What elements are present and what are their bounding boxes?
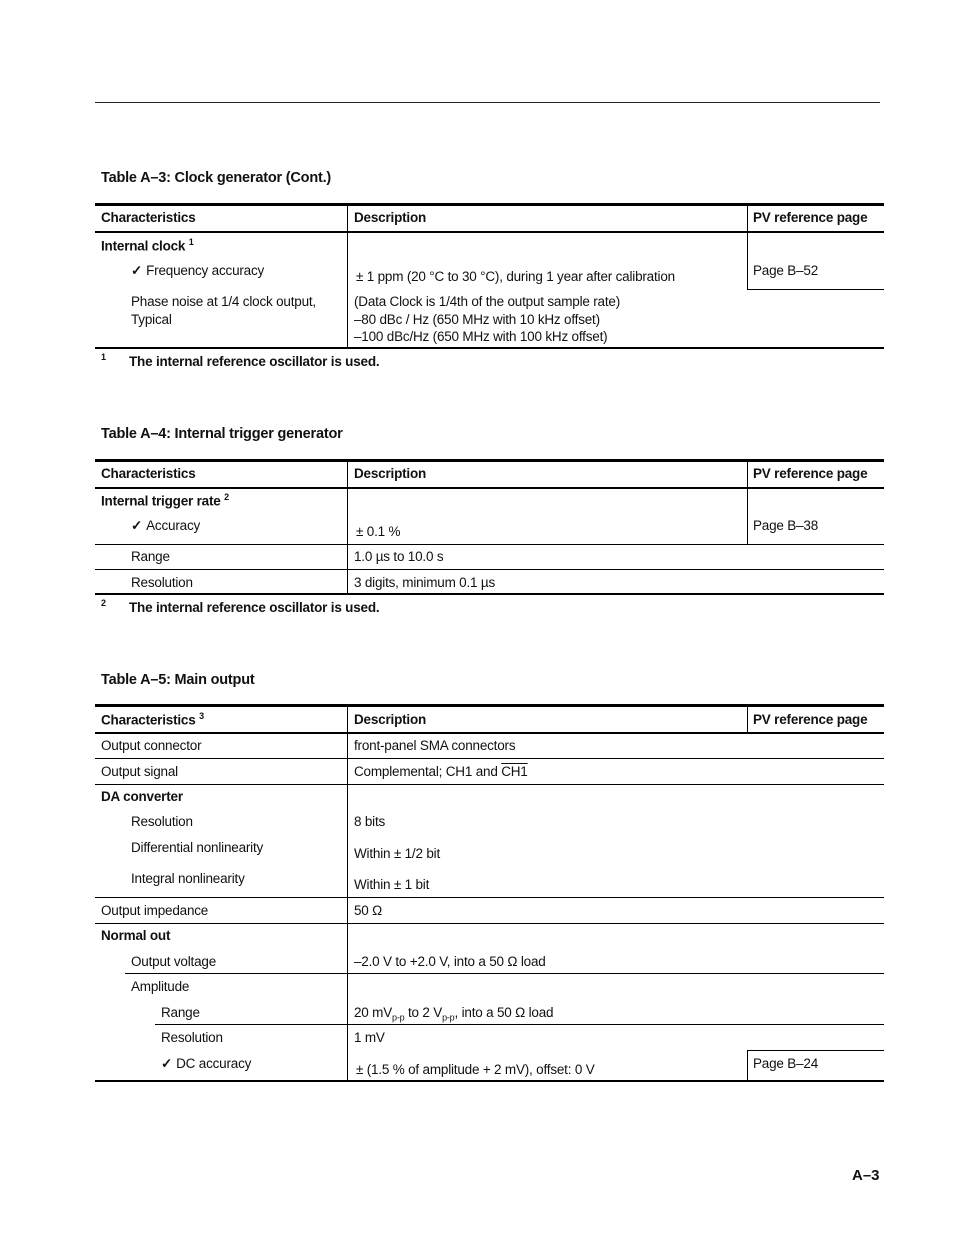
header-description: Description [354, 210, 427, 225]
row-amplitude-resolution: Resolution [161, 1030, 223, 1045]
accuracy-ref: Page B–38 [753, 518, 819, 533]
page-number: A–3 [852, 1167, 880, 1184]
header-characteristics: Characteristics [101, 466, 196, 481]
table-rule [95, 784, 884, 785]
table-rule [155, 1024, 884, 1025]
da-resolution-desc: 8 bits [354, 814, 386, 829]
row-amplitude: Amplitude [131, 979, 190, 994]
table-rule [95, 897, 884, 898]
row-phase-noise-typical: Typical [131, 312, 172, 327]
table-rule [95, 347, 884, 349]
table-rule [95, 923, 884, 924]
column-divider [347, 203, 348, 348]
freq-accuracy-ref: Page B–52 [753, 263, 819, 278]
table-rule [95, 732, 884, 734]
output-impedance-desc: 50 Ω [354, 903, 383, 918]
check-icon: ✓ [131, 263, 143, 278]
table-rule [95, 758, 884, 759]
table-rule [95, 203, 884, 206]
row-output-impedance: Output impedance [101, 903, 209, 918]
int-nonlin-desc: Within ± 1 bit [354, 877, 430, 892]
table-rule [95, 569, 884, 570]
table-rule [95, 231, 884, 233]
table-rule [95, 704, 884, 707]
phase-noise-desc-3: –100 dBc/Hz (650 MHz with 100 kHz offset) [354, 329, 608, 344]
phase-noise-desc-2: –80 dBc / Hz (650 MHz with 10 kHz offset) [354, 312, 600, 327]
diff-nonlin-desc: Within ± 1/2 bit [354, 846, 440, 861]
header-description: Description [354, 712, 427, 727]
output-signal-desc: Complemental; CH1 and CH1 [354, 764, 528, 779]
table-rule [95, 487, 884, 489]
column-divider [747, 704, 748, 733]
footnote-text: The internal reference oscillator is used. [129, 600, 380, 615]
row-output-connector: Output connector [101, 738, 202, 753]
row-output-voltage: Output voltage [131, 954, 217, 969]
column-divider [747, 1050, 748, 1081]
table-a4-title: Table A–4: Internal trigger generator [101, 426, 343, 442]
table-rule [747, 1050, 884, 1051]
header-characteristics: Characteristics $^3$ [101, 711, 204, 728]
table-rule [95, 1080, 884, 1082]
amplitude-resolution-desc: 1 mV [354, 1030, 385, 1045]
phase-noise-desc-1: (Data Clock is 1/4th of the output sample rate) [354, 294, 620, 309]
header-pv-ref: PV reference page [753, 466, 868, 481]
table-rule [125, 973, 884, 974]
output-voltage-desc: –2.0 V to +2.0 V, into a 50 Ω load [354, 954, 546, 969]
column-divider [747, 459, 748, 544]
footnote-text: The internal reference oscillator is used. [129, 354, 380, 369]
table-rule [747, 289, 884, 290]
row-internal-trigger-rate: Internal trigger rate $^2$ [101, 492, 229, 509]
freq-accuracy-desc: ± 1 ppm (20 °C to 30 °C), during 1 year after calibration [356, 269, 675, 284]
dc-accuracy-ref: Page B–24 [753, 1056, 819, 1071]
table-rule [95, 459, 884, 462]
table-rule [95, 593, 884, 595]
check-icon: ✓ [131, 518, 143, 533]
table-rule [95, 544, 884, 545]
table-a5-title: Table A–5: Main output [101, 672, 255, 688]
table-a3-title: Table A–3: Clock generator (Cont.) [101, 170, 332, 186]
footnote-mark: 1 [101, 352, 107, 362]
accuracy-desc: ± 0.1 % [356, 524, 401, 539]
row-frequency-accuracy: ✓ Frequency accuracy [131, 263, 265, 278]
row-da-resolution: Resolution [131, 814, 193, 829]
check-icon: ✓ [161, 1056, 173, 1071]
row-internal-clock: Internal clock $^1$ [101, 237, 194, 254]
row-phase-noise: Phase noise at 1/4 clock output, [131, 294, 316, 309]
footnote-mark: 2 [101, 598, 107, 608]
range-desc: 1.0 µs to 10.0 s [354, 549, 444, 564]
header-pv-ref: PV reference page [753, 210, 868, 225]
header-rule [95, 102, 880, 103]
amplitude-range-desc: 20 $mV_{p-p}$ to 2 $V_{p-p}$, into a 50 Ω load [354, 1005, 554, 1023]
column-divider [747, 203, 748, 289]
row-normal-out: Normal out [101, 928, 171, 943]
header-description: Description [354, 466, 427, 481]
row-amplitude-range: Range [161, 1005, 200, 1020]
resolution-desc: 3 digits, minimum 0.1 µs [354, 575, 496, 590]
row-da-converter: DA converter [101, 789, 183, 804]
output-connector-desc: front-panel SMA connectors [354, 738, 516, 753]
row-accuracy: ✓ Accuracy [131, 518, 201, 533]
row-dc-accuracy: ✓ DC accuracy [161, 1056, 252, 1071]
header-characteristics: Characteristics [101, 210, 196, 225]
row-resolution: Resolution [131, 575, 193, 590]
row-integral-nonlinearity: Integral nonlinearity [131, 871, 245, 886]
row-differential-nonlinearity: Differential nonlinearity [131, 840, 264, 855]
dc-accuracy-desc: ± (1.5 % of amplitude + 2 mV), offset: 0 V [356, 1062, 595, 1077]
row-range: Range [131, 549, 170, 564]
header-pv-ref: PV reference page [753, 712, 868, 727]
column-divider [347, 459, 348, 594]
row-output-signal: Output signal [101, 764, 178, 779]
